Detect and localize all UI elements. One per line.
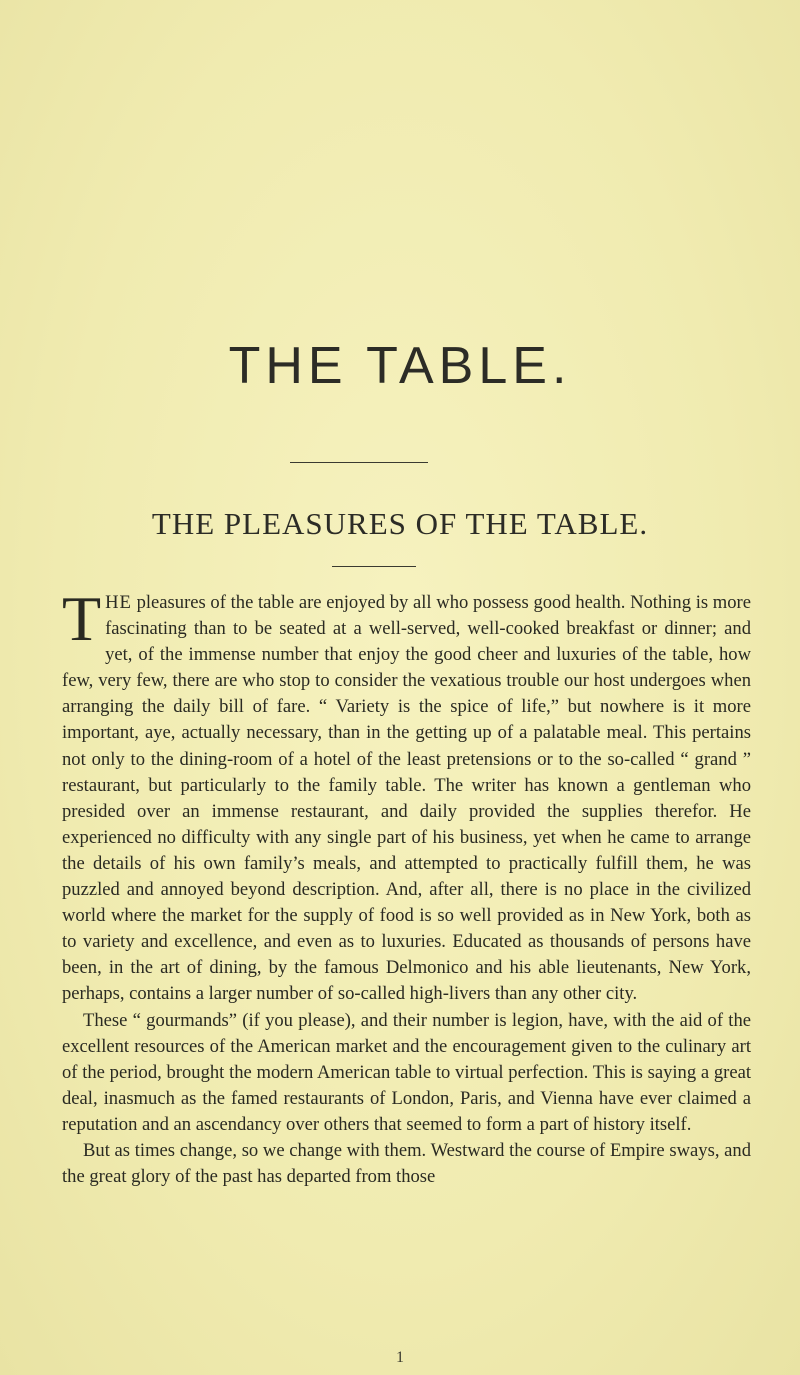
first-word-remainder: HE [105,592,132,613]
chapter-divider-rule [332,566,416,567]
paragraph-text: These “ gourmands” (if you please), and their number is legion, have, with the aid of the excellent resources of the American market and the encouragement given to the culinary art of the period, brought the modern American table to virtual perfection. This is saying a great deal, inasmuch as the famed restaurants of London, Paris, and Vienna have ever claimed a reputation and an ascendancy over others that seemed to form a part of history itself. [62,1009,751,1135]
book-title: THE TABLE. [228,337,572,395]
paragraph-text: But as times change, so we change with them. Westward the course of Empire sways, and the great glory of the past has departed from those [62,1139,751,1188]
paragraph [62,1008,751,1138]
chapter-title: THE PLEASURES OF THE TABLE. [151,506,649,541]
drop-cap-initial: T [62,583,102,654]
body-text [62,583,751,1190]
title-divider-rule [290,462,428,463]
page-number: 1 [396,1349,404,1366]
paragraph [62,1138,751,1190]
paragraph-text: pleasures of the table are enjoyed by all who possess good health. Nothing is more fascinating than to be seated at a well-served, well-cooked breakfast or dinner; and yet, of the immense number that enjoy the good cheer and luxuries of the table, how few, very few, there are who stop to consider the vexatious trouble our host undergoes when arranging the daily bill of fare. “ Variety is the spice of life,” but nowhere is it more important, aye, actually necessary, than in the getting up of a palatable meal. This pertains not only to the dining-room of a hotel of the least pretensions or to the so-called “ grand ” restaurant, but particularly to the family table. The writer has known a gentleman who presided over an immense restaurant, and daily provided the supplies therefor. He experienced no difficulty with any single part of his business, yet when he came to arrange the details of his own family’s meals, and attempted to practically fulfill them, he was puzzled and annoyed beyond description. And, after all, there is no place in the civilized world where the market for the supply of food is so well provided as in New York, both as to variety and excellence, and even as to luxuries. Educated as thousands of persons have been, in the art of dining, by the famous Delmonico and his able lieutenants, New York, perhaps, contains a larger number of so-called high-livers than any other city. [62,592,751,1005]
paragraph [62,583,751,1008]
